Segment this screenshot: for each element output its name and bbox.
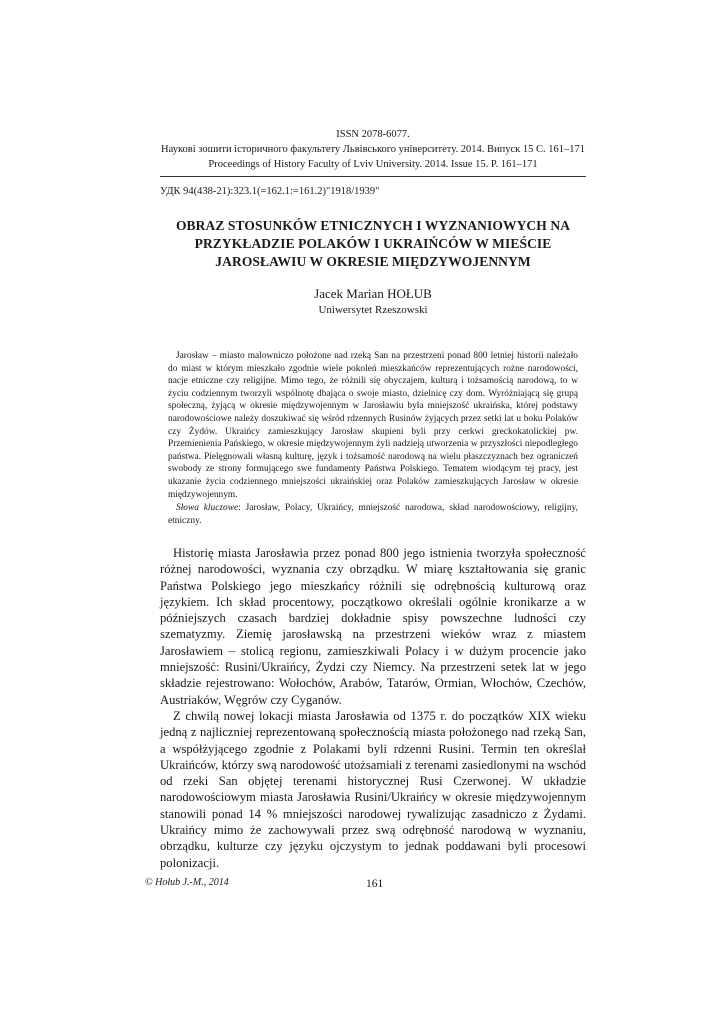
- keywords-label: Słowa kluczowe: [176, 503, 239, 513]
- title-line-2: PRZYKŁADZIE POLAKÓW I UKRAIŃCÓW W MIEŚCIE: [194, 236, 552, 251]
- title-line-3: JAROSŁAWIU W OKRESIE MIĘDZYWOJENNYM: [215, 254, 531, 269]
- journal-line-ukrainian: Наукові зошити історичного факультету Львівського університету. 2014. Випуск 15 С. 161–171: [161, 144, 585, 155]
- issn-line: ISSN 2078-6077.: [336, 129, 410, 140]
- body-paragraph-2: Z chwilą nowej lokacji miasta Jarosławia od 1375 r. do początków XIX wieku jedną z najliczniej reprezentowaną społecznością miasta położonego nad rzeką San, a współżyjącego zgodnie z Polakami byli rdzenni Rusini. Termin ten określał Ukraińców, którzy swą narodowość utożsamiali z terenami zasiedlonymi na wschód od rzeki San objętej terenami historycznej Rusi Czerwonej. W układzie narodowościowym miasta Jarosławia Rusini/Ukraińcy w okresie międzywojennym stanowili ponad 14 % mniejszości narodowej rywalizując zasadniczo z Żydami. Ukraińcy mimo że zachowywali przez swą odrębność narodową w wyznaniu, obrządku, kulturze czy języku ojczystym to jednak poddawani byli procesowi polonizacji.: [160, 708, 586, 870]
- body-paragraph-1: Historię miasta Jarosławia przez ponad 800 jego istnienia tworzyła społeczność różnej narodowości, wyznania czy obrządku. W miarę kształtowania się granic Państwa Polskiego jego mieszkańcy różnili się odrębnością kulturową oraz językiem. Ich skład procentowy, początkowo określali ogólnie kronikarze a w późniejszych czasach bardziej dokładnie spisy powszechne ludności czy szematyzmy. Ziemię jarosławską na przestrzeni wieków wraz z miastem Jarosławiem – stolicą regionu, zamieszkiwali Polacy i w dużym procencie jako mniejszość: Rusini/Ukraińcy, Żydzi czy Niemcy. Na przestrzeni setek lat w jego składzie rejestrowano: Wołochów, Arabów, Tatarów, Ormian, Włochów, Czechów, Austriaków, Węgrów czy Cyganów.: [160, 546, 586, 707]
- article-title: [160, 217, 586, 271]
- keywords-text: : Jarosław, Polacy, Ukraińcy, mniejszość narodowa, skład narodowościowy, religijny, etniczny.: [168, 503, 578, 526]
- udk-code: УДК 94(438-21):323.1(=162.1:=161.2)"1918/1939": [160, 186, 380, 197]
- keywords: [168, 502, 578, 527]
- header-divider: [160, 176, 586, 177]
- page-number: 161: [366, 878, 384, 890]
- title-line-1: OBRAZ STOSUNKÓW ETNICZNYCH I WYZNANIOWYCH NA: [175, 218, 571, 233]
- article-body: [160, 545, 586, 871]
- abstract: Jarosław – miasto malowniczo położone nad rzeką San na przestrzeni ponad 800 letniej historii należało do miast w którym mieszkało zgodnie wiele pokoleń mieszkańców reprezentujących rożne narodowości, nacje etniczne czy religijne. Mimo tego, że różnili się obyczajem, kulturą i tożsamością narodową, to w życiu codziennym tworzyli wspólnotę dbająca o swoje miasto, dzielnicę czy dom. Wyróżniającą się grupą społeczną, żyjącą w okresie międzywojennym w Jarosławiu była mniejszość ukraińska, której podstawy narodowościowe należy doszukiwać się wśród rdzennych Rusinów żyjących przez setki lat u boku Polaków czy Żydów. Ukraińcy zamieszkujący Jarosław skupieni byli przy cerkwi greckokatolickiej pw. Przemienienia Pańskiego, w okresie międzywojennym żyli nadzieją utworzenia w przyszłości niepodległego państwa. Pielęgnowali własną kulturę, język i tożsamość narodową na wielu płaszczyznach bez ograniczeń swobody ze strony formującego swe fundamenty Państwa Polskiego. Tematem wiodącym tej pracy, jest ukazanie życia codziennego mniejszości ukraińskiej oraz Polaków zamieszkujących Jarosław w okresie międzywojennym.: [168, 351, 578, 500]
- journal-line-english: Proceedings of History Faculty of Lviv University. 2014. Issue 15. P. 161–171: [208, 159, 538, 170]
- copyright-notice: © Hołub J.-M., 2014: [145, 877, 229, 888]
- author-affiliation: Uniwersytet Rzeszowski: [318, 304, 428, 316]
- journal-header: [160, 127, 586, 172]
- author-name: Jacek Marian HOŁUB: [314, 286, 432, 301]
